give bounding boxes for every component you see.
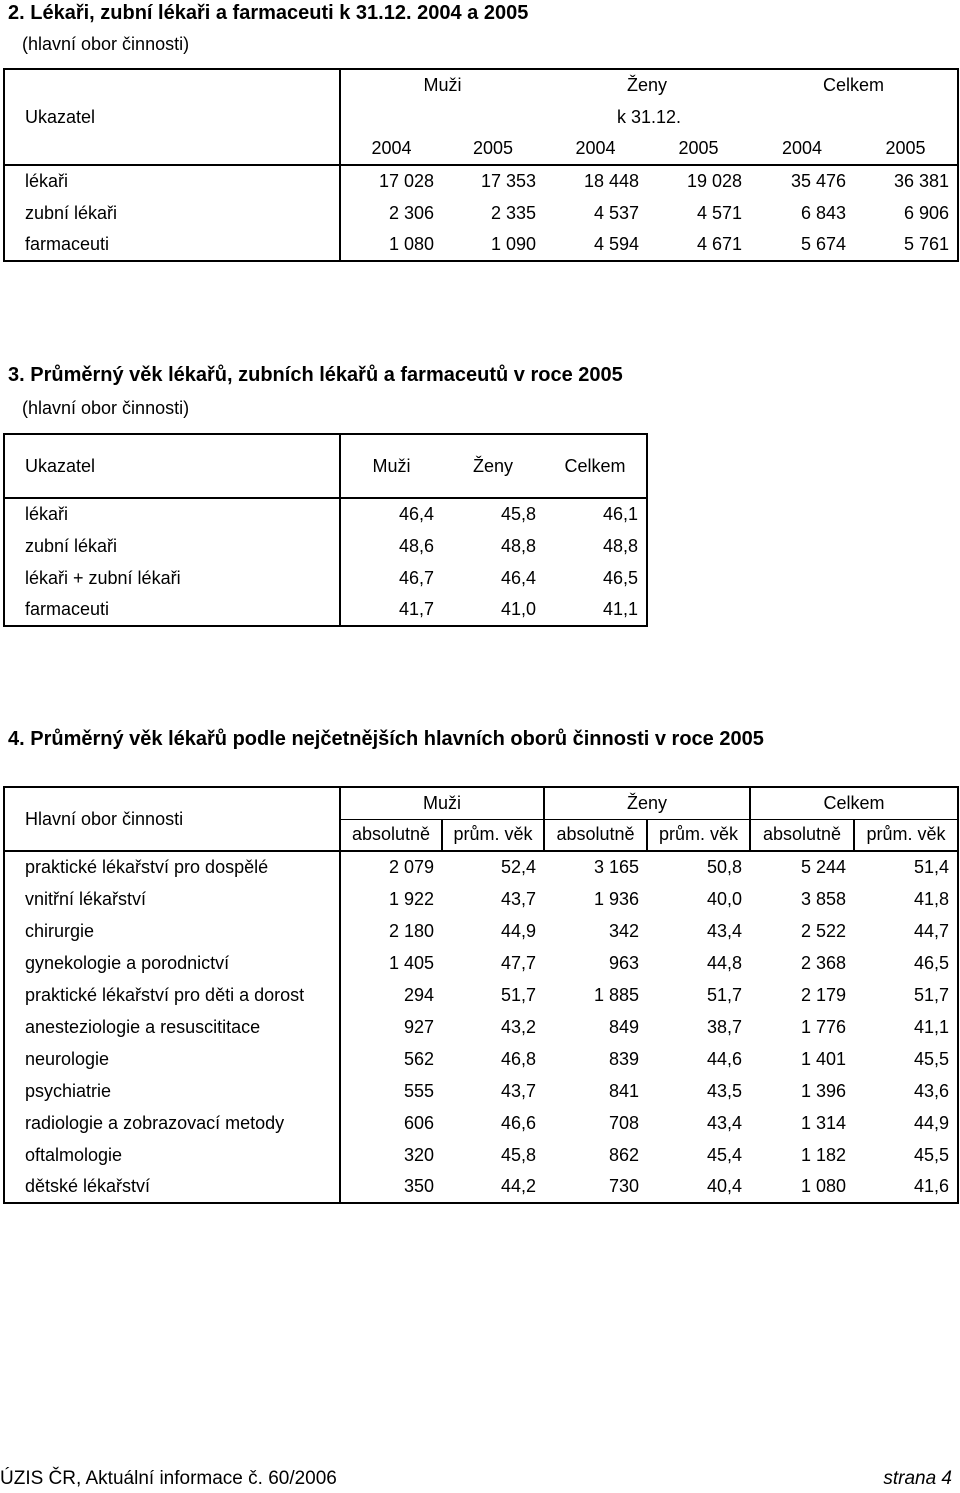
cell: 1 182 <box>800 1144 847 1165</box>
cell: 2 179 <box>800 984 847 1005</box>
cell: 45,8 <box>500 1144 537 1165</box>
cell: 44,6 <box>706 1048 743 1069</box>
cell: 48,8 <box>602 535 638 556</box>
cell: 1 080 <box>800 1176 847 1196</box>
year-header: 2005 <box>647 133 750 165</box>
cell: 6 906 <box>903 202 950 223</box>
column-header: Celkem <box>544 434 647 498</box>
row-label: farmaceuti <box>25 234 110 254</box>
cell: 41,6 <box>913 1176 950 1196</box>
cell: 320 <box>340 1139 442 1171</box>
cell: 35 476 <box>790 171 847 191</box>
subheader: absolutně <box>544 819 647 851</box>
cell: 1 080 <box>340 229 442 261</box>
cell: 841 <box>608 1080 640 1101</box>
cell: 43,7 <box>500 888 537 909</box>
table-row <box>4 1075 958 1107</box>
cell: 708 <box>608 1112 640 1133</box>
cell: 963 <box>608 952 640 973</box>
cell: 51,7 <box>706 984 743 1005</box>
cell: 6 843 <box>800 202 847 223</box>
cell: 849 <box>608 1016 640 1037</box>
table-row <box>4 1171 958 1203</box>
group-header: Ženy <box>627 75 668 95</box>
group-header: Muži <box>340 69 544 101</box>
group-header: Celkem <box>823 75 885 95</box>
subheader: prům. věk <box>647 819 750 851</box>
cell: 41,8 <box>913 888 950 909</box>
year-header: 2004 <box>340 133 442 165</box>
row-label: lékaři <box>25 171 69 191</box>
cell: 45,5 <box>913 1144 950 1165</box>
cell: 41,0 <box>500 599 536 619</box>
section3-title: 3. Průměrný věk lékařů, zubních lékařů a farmaceutů v roce 2005 <box>8 364 623 386</box>
cell: 19 028 <box>686 171 743 191</box>
date-label: k 31.12. <box>340 101 958 133</box>
table-row <box>4 229 958 261</box>
cell: 50,8 <box>706 857 743 877</box>
cell: 52,4 <box>500 857 537 877</box>
table-row <box>4 1011 958 1043</box>
table-row <box>4 1139 958 1171</box>
cell: 5 674 <box>800 234 847 254</box>
cell: 40,4 <box>706 1176 743 1196</box>
cell: 350 <box>340 1171 442 1203</box>
cell: 294 <box>340 979 442 1011</box>
table-row <box>4 530 647 562</box>
section2-subtitle: (hlavní obor činnosti) <box>22 34 190 54</box>
footer-source: ÚZIS ČR, Aktuální informace č. 60/2006 <box>0 1468 337 1489</box>
table-row <box>4 979 958 1011</box>
cell: 18 448 <box>583 171 640 191</box>
cell: 4 571 <box>696 202 743 223</box>
cell: 1 314 <box>800 1112 847 1133</box>
row-label: anesteziologie a resuscititace <box>25 1016 261 1037</box>
cell: 562 <box>340 1043 442 1075</box>
cell: 1 396 <box>800 1080 847 1101</box>
subheader: absolutně <box>340 819 442 851</box>
cell: 46,4 <box>340 498 442 530</box>
header-label: Hlavní obor činnosti <box>4 787 340 851</box>
cell: 2 079 <box>340 851 442 883</box>
section2-title: 2. Lékaři, zubní lékaři a farmaceuti k 31.12. 2004 a 2005 <box>8 2 529 24</box>
table-row <box>4 594 647 626</box>
subheader: prům. věk <box>442 819 544 851</box>
year-header: 2004 <box>544 133 647 165</box>
table-row <box>4 498 647 530</box>
cell: 17 353 <box>480 171 537 191</box>
group-header: Muži <box>340 787 544 819</box>
cell: 51,7 <box>500 984 537 1005</box>
cell: 47,7 <box>500 952 537 973</box>
row-label: neurologie <box>25 1048 110 1069</box>
cell: 1 936 <box>593 888 640 909</box>
cell: 3 858 <box>800 888 847 909</box>
cell: 41,7 <box>340 594 442 626</box>
cell: 2 522 <box>800 920 847 941</box>
row-label: praktické lékařství pro děti a dorost <box>25 984 305 1005</box>
row-label: lékaři <box>25 504 69 524</box>
cell: 46,8 <box>500 1048 537 1069</box>
cell: 3 165 <box>593 857 640 877</box>
subheader: absolutně <box>750 819 854 851</box>
cell: 4 537 <box>593 202 640 223</box>
row-label: zubní lékaři <box>25 535 118 556</box>
column-header: Muži <box>340 434 442 498</box>
table-body <box>4 851 958 1203</box>
year-header: 2005 <box>854 133 958 165</box>
header-label: Ukazatel <box>25 106 96 127</box>
cell: 1 776 <box>800 1016 847 1037</box>
cell: 43,6 <box>913 1080 950 1101</box>
cell: 862 <box>608 1144 640 1165</box>
table-row <box>4 947 958 979</box>
table-row <box>4 1043 958 1075</box>
group-header: Celkem <box>750 787 958 819</box>
cell: 4 671 <box>696 234 743 254</box>
cell: 46,7 <box>340 562 442 594</box>
cell: 43,5 <box>706 1080 743 1101</box>
cell: 2 306 <box>340 197 442 229</box>
cell: 43,4 <box>706 920 743 941</box>
section4-title: 4. Průměrný věk lékařů podle nejčetnějších hlavních oborů činnosti v roce 2005 <box>8 728 764 750</box>
table-doctors-counts <box>3 68 959 262</box>
subheader: prům. věk <box>854 819 958 851</box>
cell: 46,1 <box>602 504 638 524</box>
cell: 1 922 <box>340 883 442 915</box>
cell: 43,2 <box>500 1016 537 1037</box>
year-header: 2005 <box>442 133 544 165</box>
column-header: Ženy <box>442 434 544 498</box>
table-row <box>4 562 647 594</box>
row-label: zubní lékaři <box>25 202 118 223</box>
cell: 44,7 <box>913 920 950 941</box>
cell: 40,0 <box>706 888 743 909</box>
cell: 45,4 <box>706 1144 743 1165</box>
row-label: oftalmologie <box>25 1144 123 1165</box>
table-row <box>4 883 958 915</box>
cell: 2 335 <box>490 202 537 223</box>
cell: 606 <box>340 1107 442 1139</box>
table-row <box>4 197 958 229</box>
cell: 46,5 <box>913 952 950 973</box>
cell: 48,8 <box>500 535 536 556</box>
table-row <box>4 851 958 883</box>
row-label: vnitřní lékařství <box>25 888 147 909</box>
row-label: gynekologie a porodnictví <box>25 952 230 973</box>
cell: 17 028 <box>340 165 442 197</box>
page-footer <box>0 1468 960 1492</box>
cell: 46,4 <box>500 567 536 588</box>
row-label: farmaceuti <box>25 599 110 619</box>
row-label: radiologie a zobrazovací metody <box>25 1112 285 1133</box>
cell: 51,7 <box>913 984 950 1005</box>
cell: 1 405 <box>340 947 442 979</box>
row-label: chirurgie <box>25 920 95 941</box>
header-label: Ukazatel <box>4 434 340 498</box>
cell: 46,5 <box>602 567 638 588</box>
cell: 555 <box>340 1075 442 1107</box>
cell: 43,4 <box>706 1112 743 1133</box>
cell: 46,6 <box>500 1112 537 1133</box>
table-specialties <box>3 786 959 1204</box>
cell: 2 180 <box>340 915 442 947</box>
page-number: strana 4 <box>883 1468 952 1489</box>
cell: 45,8 <box>500 504 536 524</box>
cell: 44,9 <box>913 1112 950 1133</box>
cell: 44,2 <box>500 1176 537 1196</box>
cell: 5 761 <box>903 234 950 254</box>
group-header: Ženy <box>544 787 750 819</box>
cell: 1 090 <box>490 234 537 254</box>
cell: 48,6 <box>340 530 442 562</box>
cell: 38,7 <box>706 1016 743 1037</box>
cell: 2 368 <box>800 952 847 973</box>
cell: 41,1 <box>913 1016 950 1037</box>
cell: 839 <box>608 1048 640 1069</box>
row-label: psychiatrie <box>25 1080 112 1101</box>
row-label: dětské lékařství <box>25 1176 151 1196</box>
cell: 36 381 <box>893 171 950 191</box>
year-header: 2004 <box>750 133 854 165</box>
cell: 41,1 <box>602 599 638 619</box>
cell: 1 401 <box>800 1048 847 1069</box>
cell: 342 <box>608 920 640 941</box>
cell: 927 <box>340 1011 442 1043</box>
table-row <box>4 165 958 197</box>
table-average-age <box>3 433 648 627</box>
cell: 44,8 <box>706 952 743 973</box>
row-label: praktické lékařství pro dospělé <box>25 857 269 877</box>
cell: 51,4 <box>913 857 950 877</box>
cell: 45,5 <box>913 1048 950 1069</box>
table-row <box>4 1107 958 1139</box>
row-label: lékaři + zubní lékaři <box>25 567 181 588</box>
table-row <box>4 915 958 947</box>
cell: 1 885 <box>593 984 640 1005</box>
cell: 44,9 <box>500 920 537 941</box>
cell: 4 594 <box>593 234 640 254</box>
section3-subtitle: (hlavní obor činnosti) <box>22 398 190 418</box>
cell: 730 <box>608 1176 640 1196</box>
cell: 43,7 <box>500 1080 537 1101</box>
cell: 5 244 <box>800 857 847 877</box>
